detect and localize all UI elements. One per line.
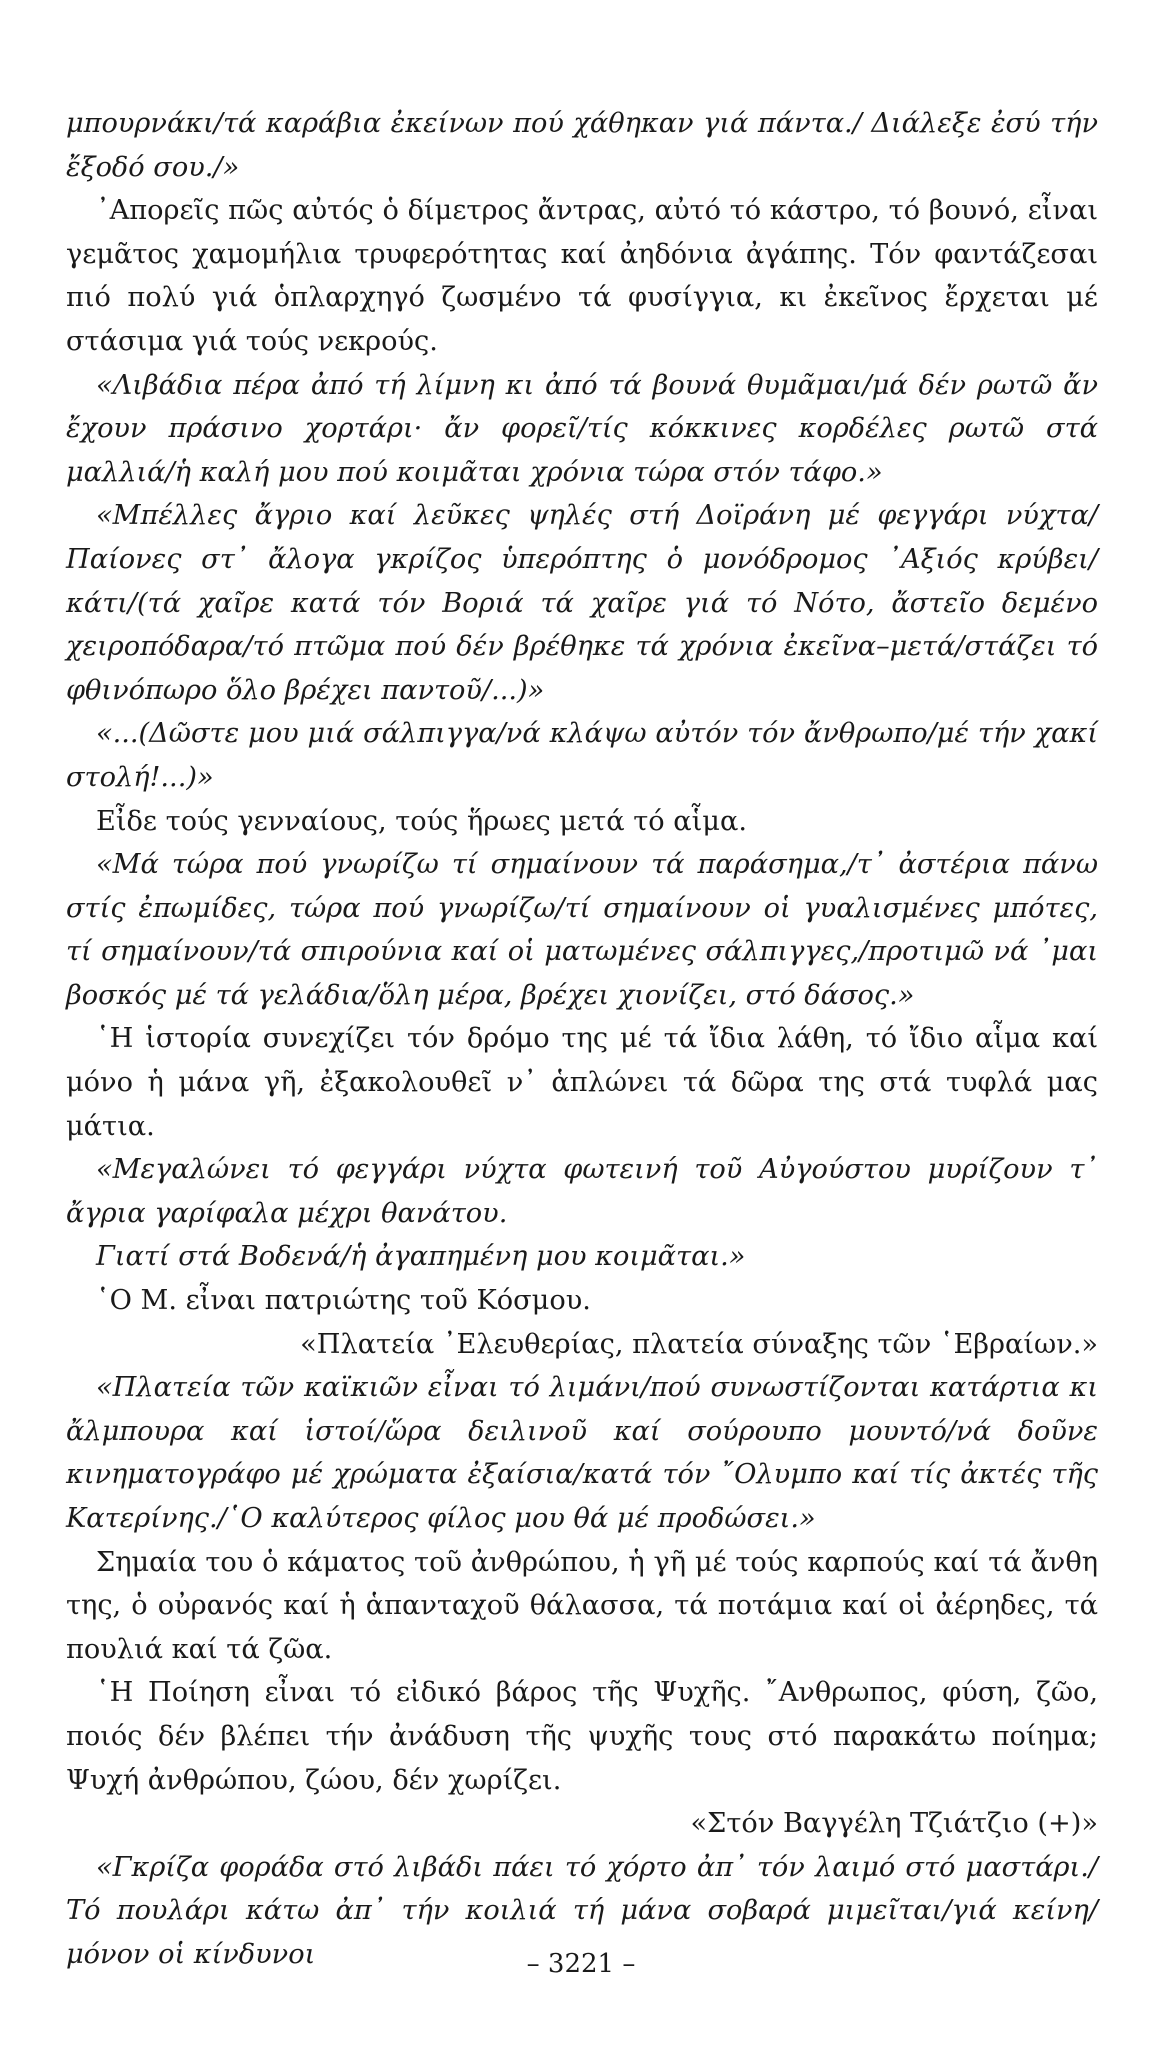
paragraph-prose-3: ῾Η ἱστορία συνεχίζει τόν δρόμο της μέ τά ἴδια λάθη, τό ἴδιο αἷμα καί μόνο ἡ μάνα γῆ, ἐξακολουθεῖ ν᾿ ἁπλώνει τά δῶρα της στά τυφλά μας μάτια. (66, 1023, 1098, 1142)
paragraph-verse-continuation: μπουρνάκι/τά καράβια ἐκείνων πού χάθηκαν γιά πάντα./ Διάλεξε ἐσύ τήν ἔξοδό σου./» (66, 108, 1098, 183)
paragraph-epigraph-1: «Πλατεία ᾿Ελευθερίας, πλατεία σύναξης τῶν ῾Εβραίων.» (300, 1328, 1098, 1360)
paragraph-dedication: «Στόν Βαγγέλη Τζιάτζιο (+)» (690, 1808, 1098, 1840)
paragraph-verse-2: «Μπέλλες ἄγριο καί λεῦκες ψηλές στή Δοϊράνη μέ φεγγάρι νύχτα/Παίονες στ᾿ ἄλογα γκρίζος ὑπερόπτης ὁ μονόδρομος ᾿Αξιός κρύβει/κάτι/(τά χαῖρε κατά τόν Βοριά τά χαῖρε γιά τό Νότο, ἄστεῖο δεμένο χειροπόδαρα/τό πτῶμα πού δέν βρέθηκε τά χρόνια ἐκεῖνα–μετά/στάζει τό φθινόπωρο ὅλο βρέχει παντοῦ/...)» (66, 500, 1098, 706)
paragraph-verse-4: «Μά τώρα πού γνωρίζω τί σημαίνουν τά παράσημα,/τ᾿ ἀστέρια πάνω στίς ἐπωμίδες, τώρα πού γνωρίζω/τί σημαίνουν οἱ γυαλισμένες μπότες, τί σημαίνουν/τά σπιρούνια καί οἱ ματωμένες σάλπιγγες,/προτιμῶ νά ᾿μαι βοσκός μέ τά γελάδια/ὅλη μέρα, βρέχει χιονίζει, στό δάσος.» (66, 849, 1098, 1011)
paragraph-prose-6: ῾Η Ποίηση εἶναι τό εἰδικό βάρος τῆς Ψυχῆς. ῎Ανθρωπος, φύση, ζῶο, ποιός δέν βλέπει τήν ἀνάδυση τῆς ψυχῆς τους στό παρακάτω ποίημα; Ψυχή ἀνθρώπου, ζώου, δέν χωρίζει. (66, 1677, 1098, 1796)
paragraph-verse-8: «Γκρίζα φοράδα στό λιβάδι πάει τό χόρτο ἀπ᾿ τόν λαιμό στό μαστάρι./Τό πουλάρι κάτω ἀπ᾿ τήν κοιλιά τή μάνα σοβαρά μιμεῖται/γιά κείνη/μόνον οἱ κίνδυνοι (66, 1851, 1098, 1970)
paragraph-prose-2: Εἶδε τούς γενναίους, τούς ἥρωες μετά τό αἷμα. (96, 805, 747, 837)
document-body (66, 102, 1098, 1977)
paragraph-verse-1: «Λιβάδια πέρα ἀπό τή λίμνη κι ἀπό τά βουνά θυμᾶμαι/μά δέν ρωτῶ ἄν ἔχουν πράσινο χορτάρι· ἄν φορεῖ/τίς κόκκινες κορδέλες ρωτῶ στά μαλλιά/ἡ καλή μου πού κοιμᾶται χρόνια τώρα στόν τάφο.» (66, 369, 1098, 488)
paragraph-verse-3: «...(Δῶστε μου μιά σάλπιγγα/νά κλάψω αὐτόν τόν ἄνθρωπο/μέ τήν χακί στολή!...)» (66, 718, 1098, 793)
paragraph-verse-7: «Πλατεία τῶν καϊκιῶν εἶναι τό λιμάνι/πού συνωστίζονται κατάρτια κι ἄλμπουρα καί ἱστοί/ὥρα δειλινοῦ καί σούρουπο μουντό/νά δοῦνε κινηματογράφο μέ χρώματα ἐξαίσια/κατά τόν ῎Ολυμπο καί τίς ἀκτές τῆς Κατερίνης./῾Ο καλύτερος φίλος μου θά μέ προδώσει.» (66, 1372, 1098, 1534)
paragraph-prose-4: ῾Ο Μ. εἶναι πατριώτης τοῦ Κόσμου. (96, 1285, 591, 1317)
page-number: – 3221 – (526, 1949, 636, 1979)
paragraph-verse-5: «Μεγαλώνει τό φεγγάρι νύχτα φωτεινή τοῦ Αὐγούστου μυρίζουν τ᾿ ἄγρια γαρίφαλα μέχρι θανάτου. (66, 1154, 1098, 1229)
paragraph-verse-6: Γιατί στά Βοδενά/ἡ ἀγαπημένη μου κοιμᾶται.» (96, 1241, 746, 1273)
paragraph-prose-5: Σημαία του ὁ κάματος τοῦ ἀνθρώπου, ἡ γῆ μέ τούς καρπούς καί τά ἄνθη της, ὁ οὐρανός καί ἡ ἁπανταχοῦ θάλασσα, τά ποτάμια καί οἱ ἀέρηδες, τά πουλιά καί τά ζῶα. (66, 1546, 1098, 1665)
paragraph-prose-1: ᾿Απορεῖς πῶς αὐτός ὁ δίμετρος ἄντρας, αὐτό τό κάστρο, τό βουνό, εἶναι γεμᾶτος χαμομήλια τρυφερότητας καί ἀηδόνια ἀγάπης. Τόν φαντάζεσαι πιό πολύ γιά ὁπλαρχηγό ζωσμένο τά φυσίγγια, κι ἐκεῖνος ἔρχεται μέ στάσιμα γιά τούς νεκρούς. (66, 195, 1098, 357)
